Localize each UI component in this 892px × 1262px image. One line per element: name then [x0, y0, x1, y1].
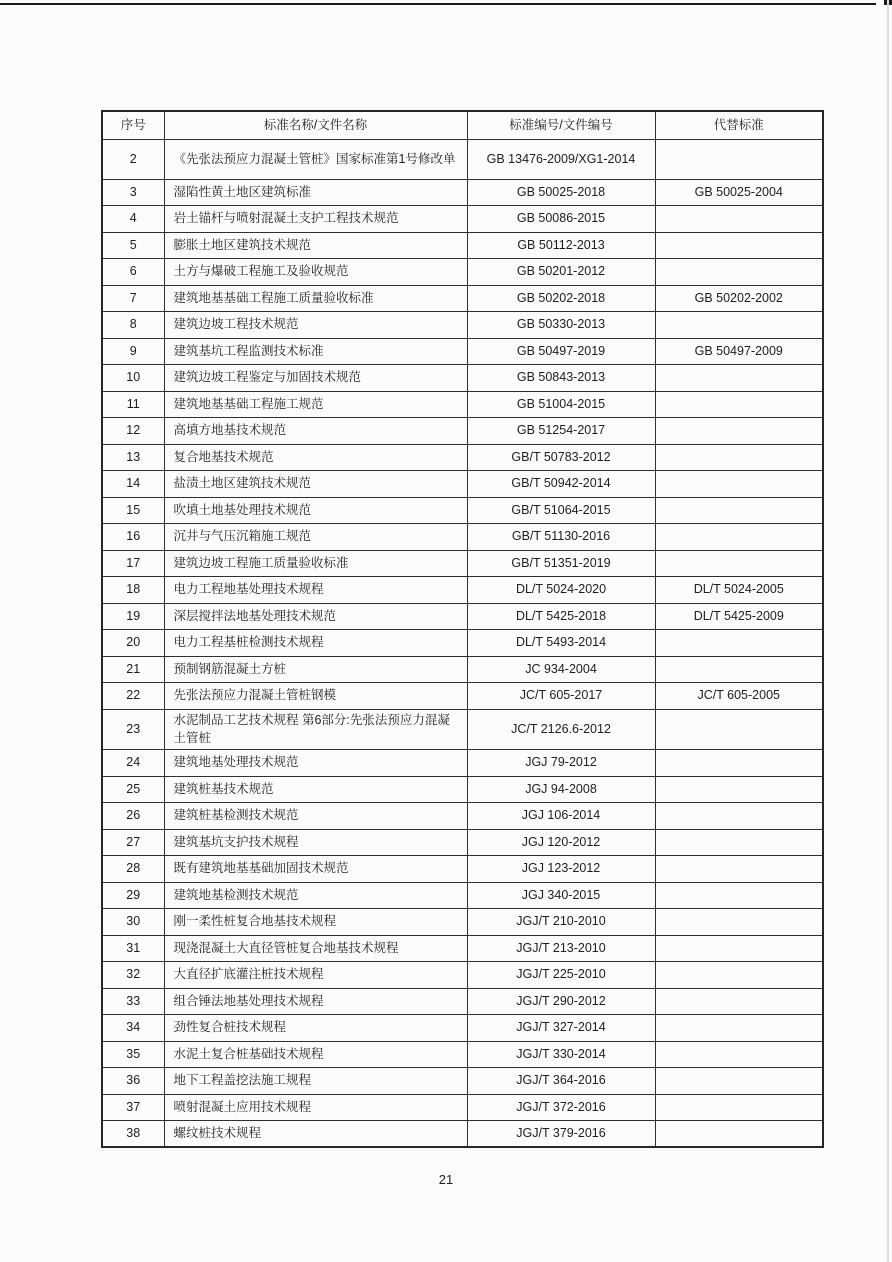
- row-serial-number: 4: [102, 206, 164, 233]
- replaced-standard-cell: [655, 829, 823, 856]
- standard-name-cell: 土方与爆破工程施工及验收规范: [164, 259, 467, 286]
- row-serial-number: 11: [102, 391, 164, 418]
- replaced-standard-cell: [655, 1121, 823, 1148]
- page-number: 21: [438, 1172, 454, 1187]
- table-row: [102, 1094, 823, 1121]
- header-standard-code: 标准编号/文件编号: [467, 111, 655, 139]
- row-serial-number: 31: [102, 935, 164, 962]
- replaced-standard-cell: [655, 656, 823, 683]
- standard-code-cell: JGJ 120-2012: [467, 829, 655, 856]
- standard-code-cell: GB 13476-2009/XG1-2014: [467, 139, 655, 179]
- standard-code-cell: JGJ 94-2008: [467, 776, 655, 803]
- table-row: [102, 577, 823, 604]
- replaced-standard-cell: [655, 909, 823, 936]
- row-serial-number: 35: [102, 1041, 164, 1068]
- standard-code-cell: DL/T 5425-2018: [467, 603, 655, 630]
- standard-code-cell: JC 934-2004: [467, 656, 655, 683]
- table-row: [102, 139, 823, 179]
- table-row: [102, 750, 823, 777]
- row-serial-number: 21: [102, 656, 164, 683]
- standard-code-cell: GB 50497-2019: [467, 338, 655, 365]
- replaced-standard-cell: [655, 497, 823, 524]
- replaced-standard-cell: [655, 935, 823, 962]
- table-row: [102, 829, 823, 856]
- table-row: [102, 803, 823, 830]
- row-serial-number: 32: [102, 962, 164, 989]
- standard-name-cell: 《先张法预应力混凝土管桩》国家标准第1号修改单: [164, 139, 467, 179]
- standard-code-cell: JGJ/T 213-2010: [467, 935, 655, 962]
- replaced-standard-cell: GB 50025-2004: [655, 179, 823, 206]
- row-serial-number: 2: [102, 139, 164, 179]
- replaced-standard-cell: [655, 1041, 823, 1068]
- row-serial-number: 27: [102, 829, 164, 856]
- table-row: [102, 1121, 823, 1148]
- replaced-standard-cell: [655, 391, 823, 418]
- standard-name-cell: 地下工程盖挖法施工规程: [164, 1068, 467, 1095]
- standard-code-cell: DL/T 5024-2020: [467, 577, 655, 604]
- table-row: [102, 935, 823, 962]
- standard-name-cell: 建筑桩基技术规范: [164, 776, 467, 803]
- row-serial-number: 13: [102, 444, 164, 471]
- standard-code-cell: JGJ/T 290-2012: [467, 988, 655, 1015]
- standard-name-cell: 高填方地基技术规范: [164, 418, 467, 445]
- standard-name-cell: 水泥土复合桩基础技术规程: [164, 1041, 467, 1068]
- table-row: [102, 391, 823, 418]
- table-row: [102, 471, 823, 498]
- row-serial-number: 25: [102, 776, 164, 803]
- row-serial-number: 18: [102, 577, 164, 604]
- table-row: [102, 418, 823, 445]
- table-row: [102, 179, 823, 206]
- standard-code-cell: GB 50025-2018: [467, 179, 655, 206]
- standard-code-cell: GB 50202-2018: [467, 285, 655, 312]
- standard-code-cell: JC/T 2126.6-2012: [467, 709, 655, 750]
- table-row: [102, 776, 823, 803]
- table-row: [102, 683, 823, 710]
- standard-name-cell: 既有建筑地基基础加固技术规范: [164, 856, 467, 883]
- standards-table-container: [101, 110, 824, 1148]
- row-serial-number: 3: [102, 179, 164, 206]
- table-row: [102, 856, 823, 883]
- standard-name-cell: 现浇混凝土大直径管桩复合地基技术规程: [164, 935, 467, 962]
- replaced-standard-cell: [655, 709, 823, 750]
- replaced-standard-cell: [655, 524, 823, 551]
- table-row: [102, 909, 823, 936]
- header-standard-name: 标准名称/文件名称: [164, 111, 467, 139]
- standard-code-cell: JGJ 79-2012: [467, 750, 655, 777]
- row-serial-number: 23: [102, 709, 164, 750]
- standard-name-cell: 建筑地基基础工程施工规范: [164, 391, 467, 418]
- row-serial-number: 6: [102, 259, 164, 286]
- replaced-standard-cell: JC/T 605-2005: [655, 683, 823, 710]
- standard-name-cell: 建筑桩基检测技术规范: [164, 803, 467, 830]
- page-top-edge-artifact: [0, 3, 876, 5]
- table-row: [102, 1041, 823, 1068]
- standard-code-cell: JGJ/T 327-2014: [467, 1015, 655, 1042]
- table-row: [102, 285, 823, 312]
- row-serial-number: 9: [102, 338, 164, 365]
- standard-name-cell: 先张法预应力混凝土管桩钢模: [164, 683, 467, 710]
- standard-name-cell: 建筑地基检测技术规范: [164, 882, 467, 909]
- table-row: [102, 1068, 823, 1095]
- replaced-standard-cell: [655, 803, 823, 830]
- header-replaced-standard: 代替标准: [655, 111, 823, 139]
- replaced-standard-cell: [655, 750, 823, 777]
- standard-code-cell: GB/T 50783-2012: [467, 444, 655, 471]
- standard-name-cell: 螺纹桩技术规程: [164, 1121, 467, 1148]
- standard-name-cell: 沉井与气压沉箱施工规范: [164, 524, 467, 551]
- standard-code-cell: GB 51004-2015: [467, 391, 655, 418]
- replaced-standard-cell: [655, 962, 823, 989]
- table-row: [102, 630, 823, 657]
- standard-code-cell: JC/T 605-2017: [467, 683, 655, 710]
- row-serial-number: 28: [102, 856, 164, 883]
- row-serial-number: 24: [102, 750, 164, 777]
- table-row: [102, 524, 823, 551]
- standard-code-cell: GB 50112-2013: [467, 232, 655, 259]
- replaced-standard-cell: [655, 139, 823, 179]
- standard-code-cell: JGJ 340-2015: [467, 882, 655, 909]
- table-row: [102, 962, 823, 989]
- table-row: [102, 232, 823, 259]
- standard-code-cell: GB/T 51351-2019: [467, 550, 655, 577]
- row-serial-number: 7: [102, 285, 164, 312]
- row-serial-number: 34: [102, 1015, 164, 1042]
- standard-code-cell: GB 50201-2012: [467, 259, 655, 286]
- standard-name-cell: 喷射混凝土应用技术规程: [164, 1094, 467, 1121]
- table-row: [102, 497, 823, 524]
- row-serial-number: 14: [102, 471, 164, 498]
- standard-name-cell: 吹填土地基处理技术规范: [164, 497, 467, 524]
- table-row: [102, 365, 823, 392]
- replaced-standard-cell: [655, 1068, 823, 1095]
- row-serial-number: 26: [102, 803, 164, 830]
- replaced-standard-cell: GB 50202-2002: [655, 285, 823, 312]
- table-row: [102, 709, 823, 750]
- standard-name-cell: 电力工程基桩检测技术规程: [164, 630, 467, 657]
- row-serial-number: 19: [102, 603, 164, 630]
- standard-name-cell: 建筑边坡工程施工质量验收标准: [164, 550, 467, 577]
- standard-name-cell: 预制钢筋混凝土方桩: [164, 656, 467, 683]
- standard-code-cell: DL/T 5493-2014: [467, 630, 655, 657]
- row-serial-number: 30: [102, 909, 164, 936]
- standard-code-cell: JGJ 123-2012: [467, 856, 655, 883]
- replaced-standard-cell: DL/T 5024-2005: [655, 577, 823, 604]
- row-serial-number: 16: [102, 524, 164, 551]
- table-row: [102, 550, 823, 577]
- row-serial-number: 36: [102, 1068, 164, 1095]
- standard-name-cell: 大直径扩底灌注桩技术规程: [164, 962, 467, 989]
- standard-code-cell: JGJ/T 225-2010: [467, 962, 655, 989]
- row-serial-number: 12: [102, 418, 164, 445]
- standard-code-cell: GB 50330-2013: [467, 312, 655, 339]
- standard-code-cell: GB/T 51064-2015: [467, 497, 655, 524]
- standard-code-cell: JGJ/T 379-2016: [467, 1121, 655, 1148]
- replaced-standard-cell: [655, 1094, 823, 1121]
- replaced-standard-cell: [655, 882, 823, 909]
- replaced-standard-cell: [655, 856, 823, 883]
- table-row: [102, 206, 823, 233]
- replaced-standard-cell: DL/T 5425-2009: [655, 603, 823, 630]
- standard-code-cell: GB/T 50942-2014: [467, 471, 655, 498]
- replaced-standard-cell: [655, 988, 823, 1015]
- row-serial-number: 33: [102, 988, 164, 1015]
- standard-name-cell: 劲性复合桩技术规程: [164, 1015, 467, 1042]
- table-header-row: [102, 111, 823, 139]
- standard-code-cell: JGJ/T 364-2016: [467, 1068, 655, 1095]
- row-serial-number: 20: [102, 630, 164, 657]
- row-serial-number: 15: [102, 497, 164, 524]
- replaced-standard-cell: [655, 365, 823, 392]
- replaced-standard-cell: [655, 630, 823, 657]
- header-serial-number: 序号: [102, 111, 164, 139]
- standard-name-cell: 水泥制品工艺技术规程 第6部分:先张法预应力混凝土管桩: [164, 709, 467, 750]
- standard-name-cell: 湿陷性黄土地区建筑标准: [164, 179, 467, 206]
- row-serial-number: 29: [102, 882, 164, 909]
- table-row: [102, 656, 823, 683]
- table-row: [102, 1015, 823, 1042]
- standard-name-cell: 建筑边坡工程鉴定与加固技术规范: [164, 365, 467, 392]
- replaced-standard-cell: [655, 259, 823, 286]
- row-serial-number: 37: [102, 1094, 164, 1121]
- replaced-standard-cell: GB 50497-2009: [655, 338, 823, 365]
- replaced-standard-cell: [655, 418, 823, 445]
- standard-code-cell: GB 51254-2017: [467, 418, 655, 445]
- standard-name-cell: 电力工程地基处理技术规程: [164, 577, 467, 604]
- replaced-standard-cell: [655, 206, 823, 233]
- standard-name-cell: 刚一柔性桩复合地基技术规程: [164, 909, 467, 936]
- row-serial-number: 5: [102, 232, 164, 259]
- standard-code-cell: JGJ/T 372-2016: [467, 1094, 655, 1121]
- replaced-standard-cell: [655, 776, 823, 803]
- standard-code-cell: GB/T 51130-2016: [467, 524, 655, 551]
- table-row: [102, 312, 823, 339]
- replaced-standard-cell: [655, 232, 823, 259]
- table-row: [102, 259, 823, 286]
- standards-table: [101, 110, 824, 1148]
- replaced-standard-cell: [655, 312, 823, 339]
- table-row: [102, 882, 823, 909]
- table-row: [102, 988, 823, 1015]
- row-serial-number: 22: [102, 683, 164, 710]
- standard-code-cell: GB 50843-2013: [467, 365, 655, 392]
- standard-code-cell: JGJ/T 210-2010: [467, 909, 655, 936]
- standard-name-cell: 组合锤法地基处理技术规程: [164, 988, 467, 1015]
- standard-name-cell: 建筑地基基础工程施工质量验收标准: [164, 285, 467, 312]
- standard-name-cell: 岩土锚杆与喷射混凝土支护工程技术规范: [164, 206, 467, 233]
- replaced-standard-cell: [655, 550, 823, 577]
- standard-name-cell: 建筑边坡工程技术规范: [164, 312, 467, 339]
- standards-table-body: [102, 139, 823, 1147]
- standard-name-cell: 建筑基坑工程监测技术标准: [164, 338, 467, 365]
- page-right-edge-artifact: [887, 0, 889, 1262]
- table-row: [102, 338, 823, 365]
- standard-name-cell: 建筑地基处理技术规范: [164, 750, 467, 777]
- standard-name-cell: 建筑基坑支护技术规程: [164, 829, 467, 856]
- standard-name-cell: 膨胀土地区建筑技术规范: [164, 232, 467, 259]
- standard-code-cell: JGJ 106-2014: [467, 803, 655, 830]
- table-row: [102, 603, 823, 630]
- standard-code-cell: JGJ/T 330-2014: [467, 1041, 655, 1068]
- row-serial-number: 17: [102, 550, 164, 577]
- row-serial-number: 8: [102, 312, 164, 339]
- table-header: [102, 111, 823, 139]
- standard-name-cell: 盐渍土地区建筑技术规范: [164, 471, 467, 498]
- row-serial-number: 38: [102, 1121, 164, 1148]
- standard-name-cell: 复合地基技术规范: [164, 444, 467, 471]
- replaced-standard-cell: [655, 444, 823, 471]
- table-row: [102, 444, 823, 471]
- replaced-standard-cell: [655, 471, 823, 498]
- replaced-standard-cell: [655, 1015, 823, 1042]
- standard-code-cell: GB 50086-2015: [467, 206, 655, 233]
- row-serial-number: 10: [102, 365, 164, 392]
- standard-name-cell: 深层搅拌法地基处理技术规范: [164, 603, 467, 630]
